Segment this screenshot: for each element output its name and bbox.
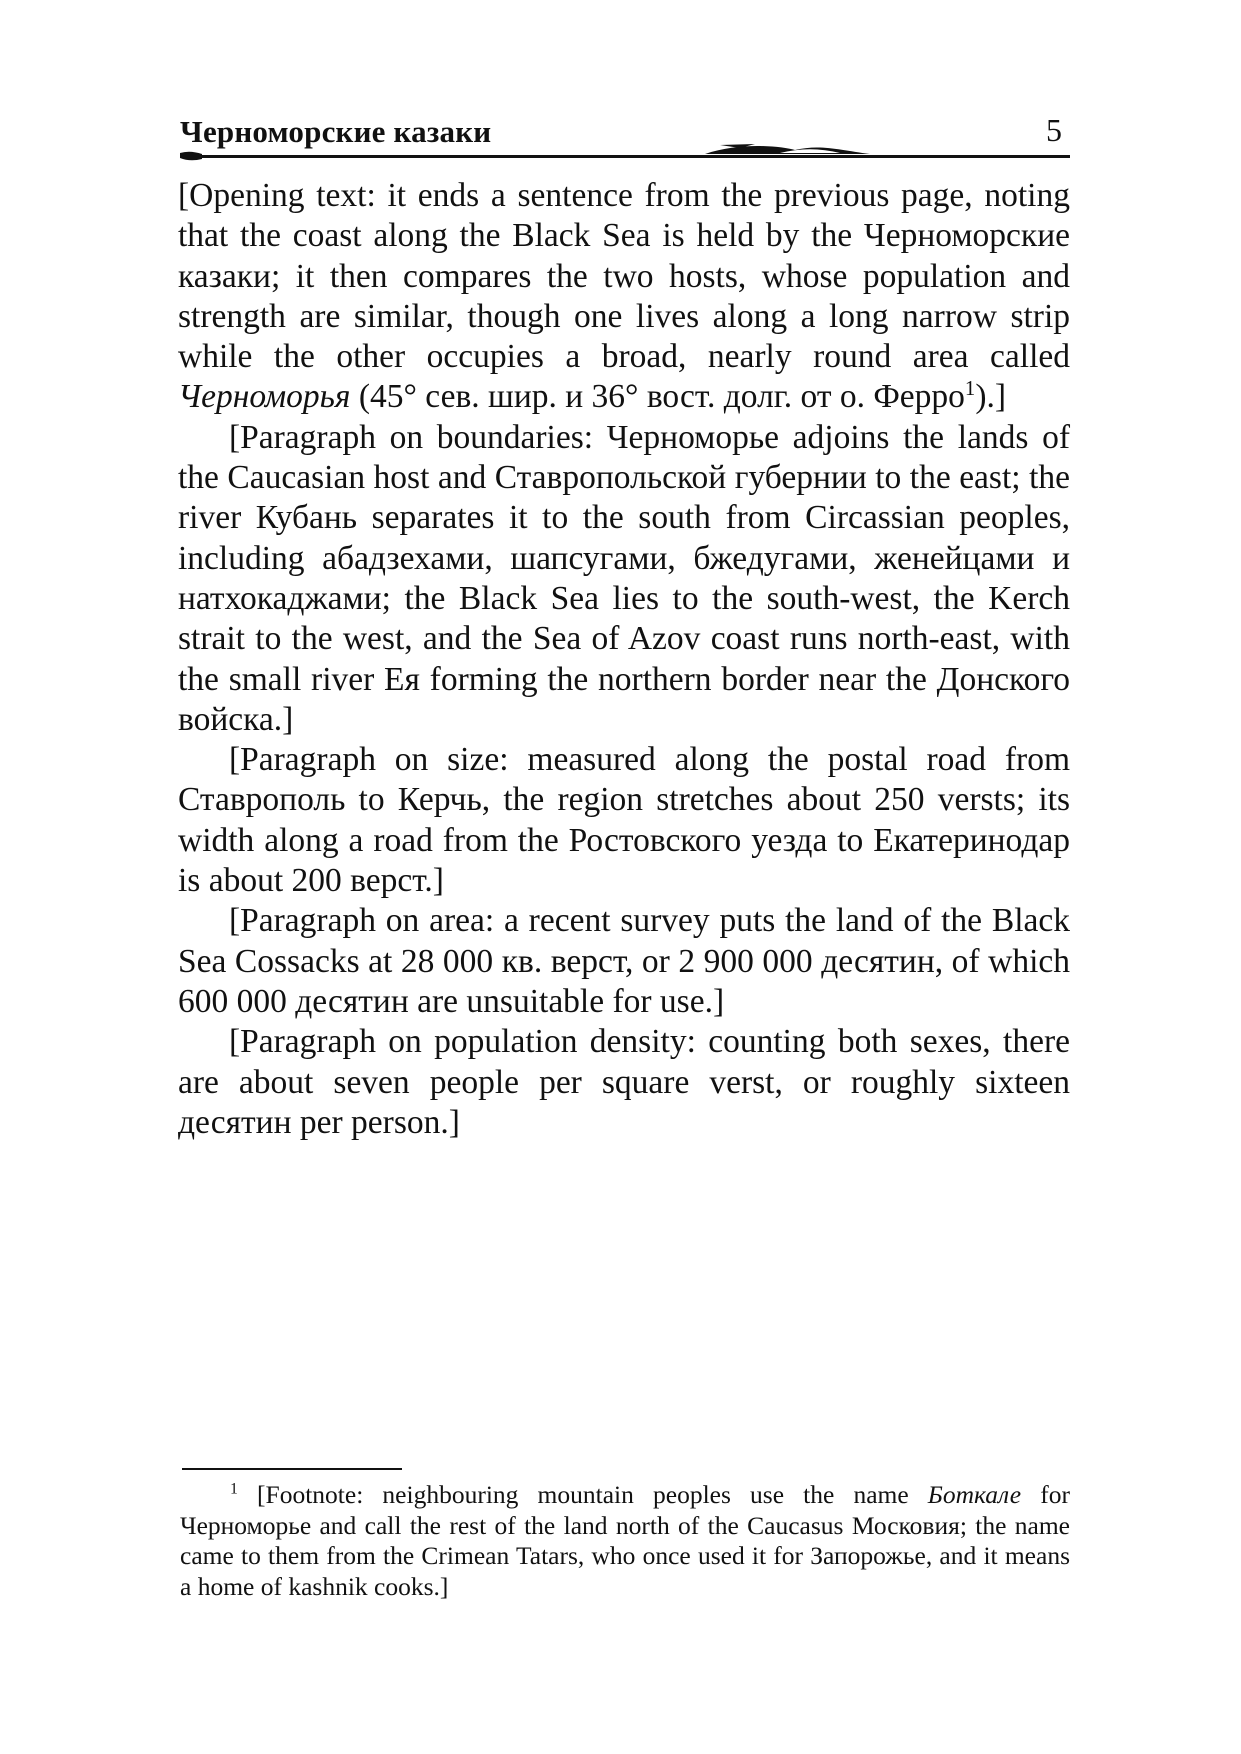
text-run: [Paragraph on boundaries: Черноморье adjoins the lands of the Caucasian host and Ставропольской губернии to the east; the river Кубань separates it to the south from Circassian peoples, including абадзехами, шапсугами, бжедугами, женейцами и натхокаджами; the Black Sea lies to the south-west, the Kerch strait to the west, and the Sea of Azov coast runs north-east, with the small river Ея forming the northern border near the Донского войска.] (178, 418, 1070, 738)
page-header (180, 114, 1070, 158)
italic-term: Черноморья (178, 378, 351, 416)
text-run: [Opening text: it ends a sentence from the previous page, noting that the coast along the Black Sea is held by the (178, 177, 1070, 255)
footnote (180, 1480, 1070, 1602)
italic-term: Боткале (927, 1480, 1022, 1509)
main-text (178, 176, 1070, 1143)
text-run: (45° сев. шир. и 36° вост. долг. от о. Ферро (350, 378, 965, 416)
paragraph (178, 1022, 1070, 1143)
text-run: [Paragraph on population density: counting both sexes, there are about seven people per square verst, or roughly sixteen десятин per person.] (178, 1023, 1070, 1141)
text-run: [Footnote: neighbouring mountain peoples use the name (237, 1480, 928, 1509)
footnote-marker: 1 (230, 1480, 238, 1498)
text-run: ; it then compares the two hosts, whose population and strength are similar, though one lives along a long narrow strip while the other occupies a broad, nearly round area called (178, 257, 1070, 376)
page-number: 5 (1046, 112, 1062, 148)
paragraph (178, 418, 1070, 740)
paragraph (178, 176, 1070, 418)
paragraph (178, 740, 1070, 901)
running-title: Черноморские казаки (180, 114, 492, 149)
paragraph (178, 901, 1070, 1022)
header-rule-ornament (180, 142, 1070, 166)
text-run: [Paragraph on size: measured along the postal road from Ставрополь to Керчь, the region stretches about 250 versts; its width along a road from the Ростовского уезда to Екатеринодар is about 200 верст.] (178, 741, 1070, 900)
text-run: ).] (975, 378, 1006, 416)
footnote-separator (182, 1468, 402, 1470)
text-run: [Paragraph on area: a recent survey puts the land of the Black Sea Cossacks at 28 000 кв. верст, or 2 900 000 десятин, of which 600 000 десятин are unsuitable for use.] (178, 902, 1070, 1020)
text-run: Черноморские казаки (178, 217, 1070, 295)
text-run: for Черноморье and call the rest of the land north of the Caucasus Московия; the name came to them from the Crimean Tatars, who once used it for Запорожье, and it means a home of kashnik cooks.] (180, 1480, 1070, 1601)
footnote-marker: 1 (964, 377, 976, 401)
